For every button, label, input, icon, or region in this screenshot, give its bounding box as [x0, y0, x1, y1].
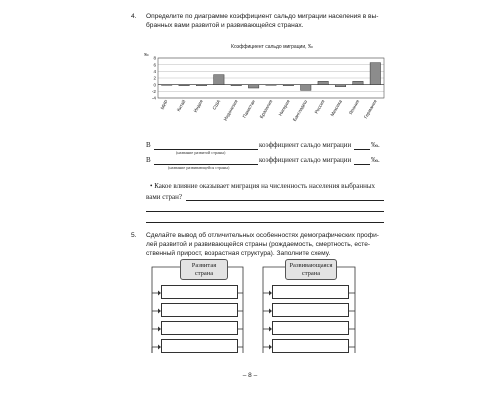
answer1-unit: ‰. [371, 141, 380, 149]
task5-text-line3: ственный прирост, возрастная структура). Заполните схему. [146, 250, 331, 258]
answer-line-2[interactable] [146, 211, 384, 212]
bar-6 [266, 85, 276, 86]
category-label: МИР [159, 99, 170, 111]
page-number: – 8 – [242, 372, 258, 379]
y-tick-label: 0 [153, 82, 156, 88]
category-label: Россия [313, 99, 326, 115]
category-label: Индия [192, 99, 204, 114]
developed-box-3[interactable] [161, 321, 238, 335]
category-label: Индонезия [222, 99, 239, 122]
task5-text-line2: лей развитой и развивающейся страны (рождаемость, смертность, есте- [146, 241, 371, 249]
answer2-prefix: В [146, 156, 151, 164]
developed-box-1[interactable] [161, 285, 238, 299]
task5-number: 5. [131, 232, 137, 239]
developing-box-1[interactable] [272, 285, 349, 299]
developed-line2: страна [194, 269, 214, 277]
answer2-caption: (название развивающейся страны) [168, 165, 230, 170]
category-label: США [211, 99, 222, 111]
chart-y-unit: ‰ [144, 52, 149, 57]
bar-10 [335, 85, 345, 87]
developing-line2: страна [301, 269, 321, 277]
bar-8 [301, 85, 311, 91]
answer1-caption: (название развитой страны) [176, 150, 226, 155]
task4-text-line1: Определите по диаграмме коэффициент сальдо миграции населения в вы- [146, 13, 379, 20]
answer2-suffix: коэффициент сальдо миграции [259, 156, 352, 164]
task5-text-line1: Сделайте вывод об отличительных особенностях демографических профи- [146, 232, 379, 239]
developing-country-header [285, 259, 337, 280]
y-tick-label: 4 [153, 68, 156, 74]
bar-11 [353, 81, 363, 84]
category-label: Мексика [329, 99, 343, 118]
y-tick-label: 2 [153, 75, 156, 81]
category-label: Германия [363, 99, 378, 120]
developed-country-header [180, 259, 228, 280]
migration-chart [140, 40, 390, 136]
category-label: Бангладеш [291, 99, 309, 123]
bar-2 [196, 85, 206, 86]
bar-1 [179, 85, 189, 86]
answer2-value-field[interactable] [354, 164, 370, 165]
task4-number: 4. [131, 13, 137, 20]
answer1-value-field[interactable] [354, 149, 370, 150]
answer2-unit: ‰. [371, 156, 380, 164]
answer1-suffix: коэффициент сальдо миграции [259, 141, 352, 149]
category-label: Пакистан [241, 99, 256, 119]
category-label: Япония [347, 99, 361, 116]
developed-line1: Развитая [191, 261, 217, 269]
chart-title: Коэффициент сальдо миграции, ‰ [231, 44, 313, 50]
developed-box-2[interactable] [161, 303, 238, 317]
bar-3 [214, 75, 224, 85]
answer-line-3[interactable] [146, 222, 384, 223]
answer-line-1[interactable] [186, 200, 384, 201]
y-tick-label: -2 [151, 88, 156, 94]
developed-box-4[interactable] [161, 339, 238, 353]
category-label: Китай [175, 99, 187, 113]
task4-text-line2: бранных вами развитой и развивающейся странах. [146, 22, 304, 30]
category-label: Нигерия [277, 99, 291, 117]
question-line2: вами стран? [146, 193, 182, 201]
bar-4 [231, 85, 241, 86]
question-line1: • Какое влияние оказывает миграция на численность населения выбранных [150, 182, 376, 190]
bar-9 [318, 81, 328, 84]
developing-box-3[interactable] [272, 321, 349, 335]
category-label: Бразилия [258, 99, 274, 120]
bar-7 [283, 85, 293, 86]
bar-0 [161, 85, 171, 86]
task4-text [146, 12, 476, 30]
bar-5 [248, 85, 258, 88]
developing-box-2[interactable] [272, 303, 349, 317]
y-tick-label: 8 [153, 55, 156, 61]
bar-12 [370, 63, 380, 85]
answer1-prefix: В [146, 141, 151, 149]
y-tick-label: 6 [153, 62, 156, 68]
developing-line1: Развивающаяся [289, 261, 333, 269]
y-tick-label: -4 [151, 95, 156, 101]
developing-box-4[interactable] [272, 339, 349, 353]
